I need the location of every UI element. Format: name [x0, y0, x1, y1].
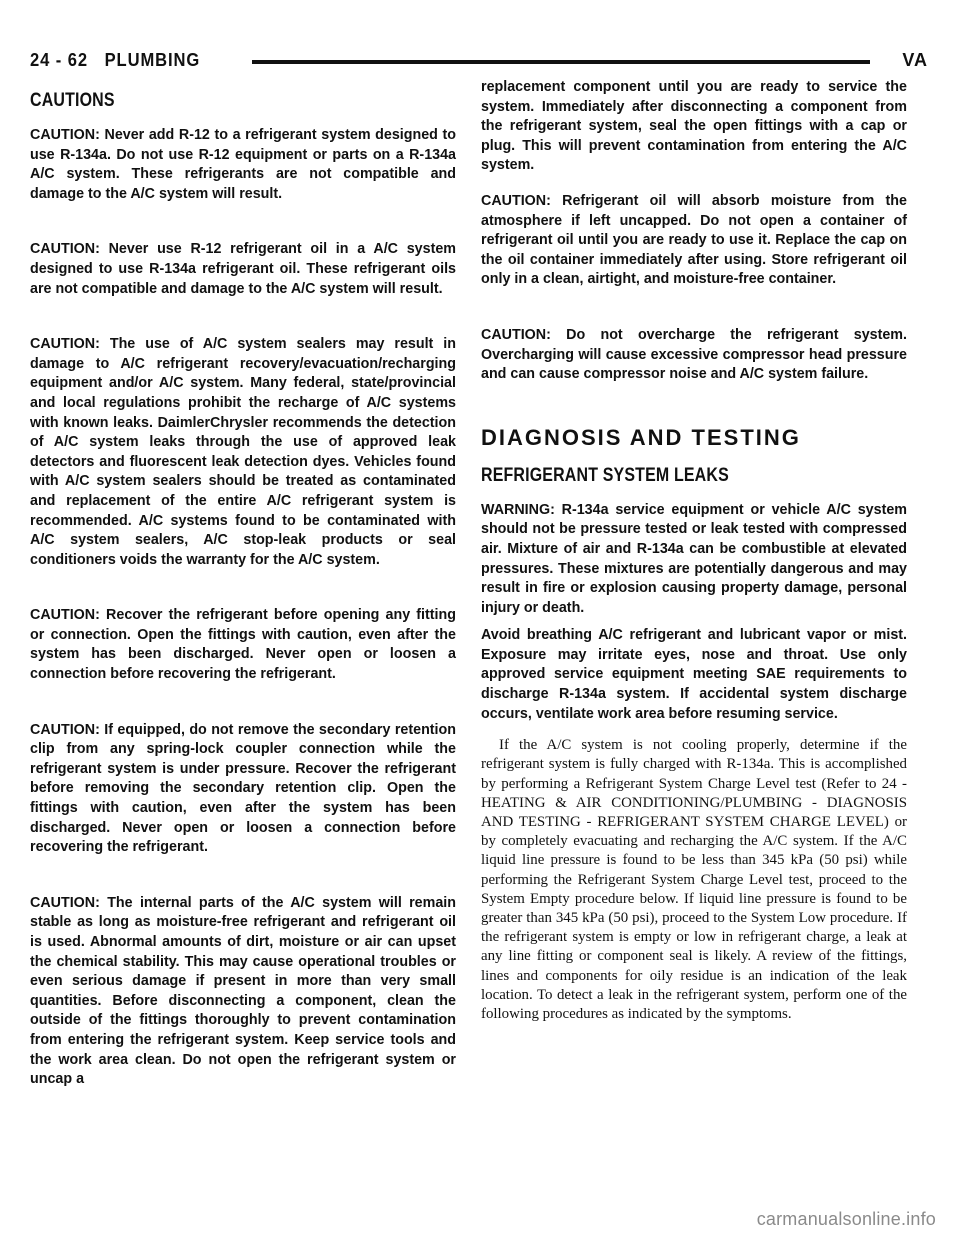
caution-retention-clip: CAUTION: If equipped, do not remove the secondary retention clip from any spring-lock coupler connection while the refrigerant system is under pressure. Recover the refrigerant before removing the secondary retention clip. Open the fittings with caution, even after the system has been discharged. Never open or loosen a connection before recovering the refrigerant.	[30, 721, 456, 856]
page-number: 24 - 62	[30, 50, 89, 70]
left-column	[30, 84, 456, 1106]
caution-sealers: CAUTION: The use of A/C system sealers may result in damage to A/C refrigerant recovery/evacuation/recharging equipment and/or A/C system. Many federal, state/provincial and local regulations prohibit the recharge of A/C systems with known leaks. DaimlerChrysler recommends the detection of A/C system leaks through the use of approved leak detectors and fluorescent leak detection dyes. Vehicles found with A/C system sealers should be treated as contaminated and replacement of the entire A/C refrigerant system is recommended. A/C systems found to be contaminated with A/C system sealers, A/C stop-leak products or seal conditioners voids the warranty for the A/C system.	[30, 336, 456, 568]
leak-procedure-text: If the A/C system is not cooling properly, determine if the refrigerant system is fully charged with R-134a. This is accomplished by performing a Refrigerant System Charge Level test (Refer to 24 - HEATING & AIR CONDITIONING/PLUMBING - DIAGNOSIS AND TESTING - REFRIGERANT SYSTEM CHARGE LEVEL) or by completely evacuating and recharging the A/C system. If the A/C liquid line pressure is found to be less than 345 kPa (50 psi) while performing the Refrigerant System Charge Level test, proceed to the System Empty procedure below. If liquid line pressure is found to be greater than 345 kPa (50 psi), proceed to the System Low procedure. If the refrigerant system is empty or low in refrigerant charge, a leak at any line fitting or component seal is likely. A review of the fittings, lines and components for oily residue is an indication of the leak location. To detect a leak in the refrigerant system, perform one of the following procedures as indicated by the symptoms.	[481, 737, 907, 1023]
section-name: PLUMBING	[104, 50, 201, 70]
warning-compressed-air: WARNING: R-134a service equipment or vehicle A/C system should not be pressure tested or leak tested with compressed air. Mixture of air and R-134a can be combustible at elevated pressures. These mixtures are potentially dangerous and may result in fire or explosion causing property damage, personal injury or death.	[481, 501, 907, 616]
caution-overcharge: CAUTION: Do not overcharge the refrigerant system. Overcharging will cause excessive compressor head pressure and can cause compressor noise and A/C system failure.	[481, 326, 907, 383]
cautions-heading: CAUTIONS	[30, 90, 115, 111]
caution-r12-oil: CAUTION: Never use R-12 refrigerant oil in a A/C system designed to use R-134a refrigerant oil. These refrigerant oils are not compatible and damage to the A/C system will result.	[30, 241, 456, 297]
right-column	[481, 78, 907, 1024]
caution-r12: CAUTION: Never add R-12 to a refrigerant system designed to use R-134a. Do not use R-12 equipment or parts on a R-134a A/C system. These refrigerants are not compatible and damage to the A/C system will result.	[30, 127, 456, 202]
caution-oil-moisture: CAUTION: Refrigerant oil will absorb moisture from the atmosphere if left uncapped. Do not open a container of refrigerant oil until you are ready to use it. Replace the cap on the oil container immediately after using. Store refrigerant oil only in a clean, airtight, and moisture-free container.	[481, 192, 907, 288]
leaks-heading: REFRIGERANT SYSTEM LEAKS	[481, 464, 729, 486]
diagnosis-heading: DIAGNOSIS AND TESTING	[481, 424, 801, 450]
caution-internal-parts: CAUTION: The internal parts of the A/C system will remain stable as long as moisture-free refrigerant and refrigerant oil is used. Abnormal amounts of dirt, moisture or air can upset the chemical stability. This may cause operational troubles or even serious damage if present in more than very small quantities. Before disconnecting a component, clean the outside of the fittings thoroughly to prevent contamination from entering the refrigerant system. Keep service tools and the work area clean. Do not open the refrigerant system or uncap a	[30, 894, 456, 1088]
header-left	[30, 50, 200, 71]
model-code: VA	[902, 50, 928, 70]
caution-continued: replacement component until you are ready to service the system. Immediately after disconnecting a component from the refrigerant system, seal the open fittings with a cap or plug. This will prevent contamination from entering the A/C system.	[481, 79, 907, 174]
caution-recover: CAUTION: Recover the refrigerant before opening any fitting or connection. Open the fittings with caution, even after the system has been discharged. Never open or loosen a connection before recovering the refrigerant.	[30, 607, 456, 683]
page-header	[30, 50, 930, 74]
warning-vapor: Avoid breathing A/C refrigerant and lubricant vapor or mist. Exposure may irritate eyes, nose and throat. Use only approved service equipment meeting SAE requirements to discharge R-134a system. If accidental system discharge occurs, ventilate work area before resuming service.	[481, 627, 907, 722]
header-rule	[252, 60, 870, 64]
watermark: carmanualsonline.info	[756, 1209, 936, 1229]
